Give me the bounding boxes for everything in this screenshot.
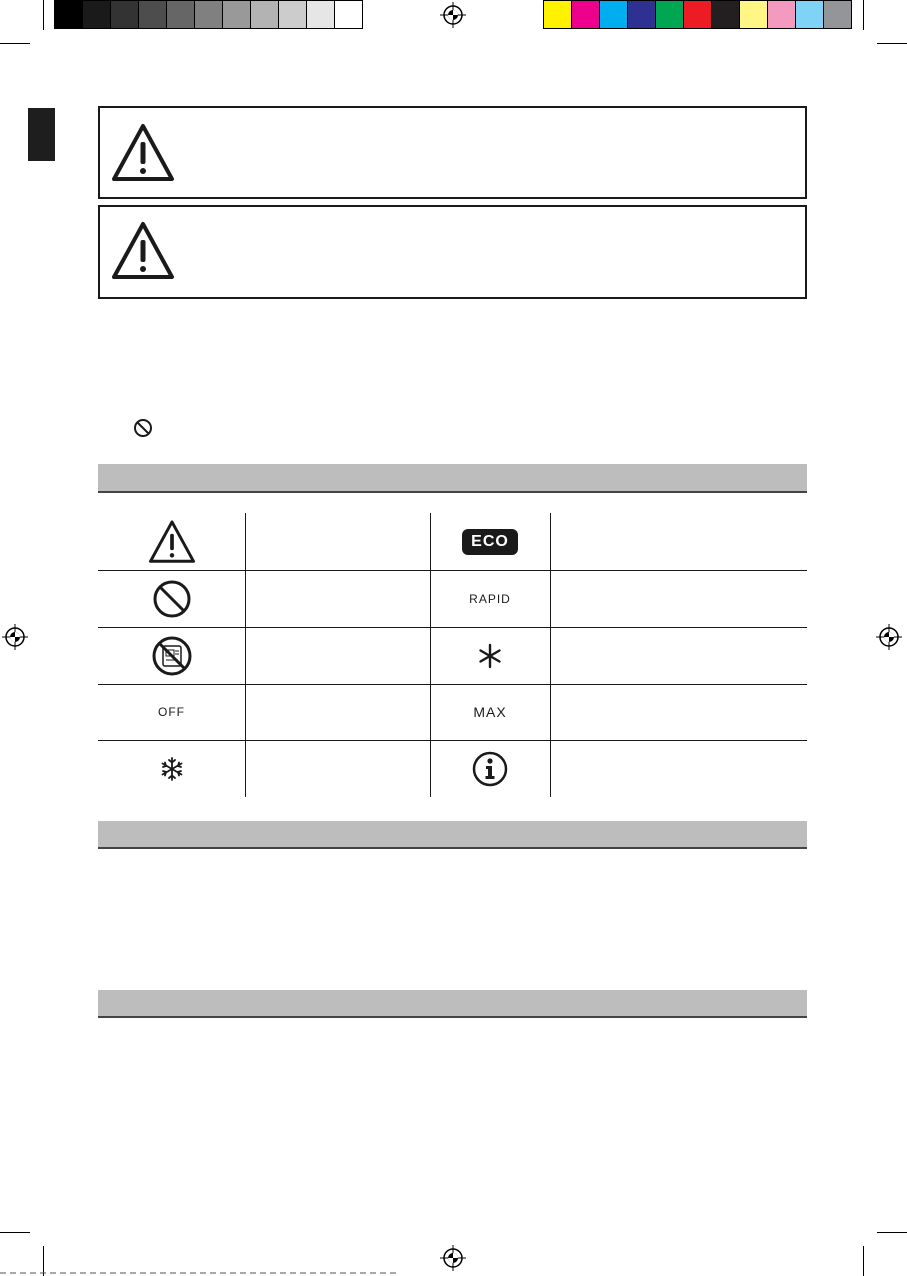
section-bar [98,990,807,1018]
eco-badge-icon [462,529,518,555]
gray-swatch [223,1,251,28]
gray-swatch [335,1,362,28]
gray-swatch [307,1,335,28]
table-row [430,740,550,797]
warning-box [98,106,807,199]
registration-mark-icon [2,624,28,650]
no-direct-contact-icon [151,635,193,677]
warning-triangle-icon [110,122,176,184]
table-row [98,513,245,570]
gray-swatch [83,1,111,28]
off-text-icon: OFF [158,705,185,719]
crop-mark-br-h [877,1232,907,1233]
prohibition-circle-icon [152,579,192,619]
color-swatch [628,1,656,28]
crop-mark-bl-h [0,1232,30,1233]
registration-mark-icon [440,2,466,28]
registration-mark-icon [440,1245,466,1271]
table-divider [245,513,246,797]
table-row [98,570,245,627]
color-swatch [768,1,796,28]
snowflake-icon [160,757,184,781]
crop-mark-tl-h [0,43,30,44]
max-text-icon: MAX [473,704,507,720]
table-row [430,627,550,684]
table-row [98,740,245,797]
color-swatch [572,1,600,28]
gray-swatch [167,1,195,28]
color-swatch [712,1,740,28]
warning-triangle-icon [110,220,176,282]
gray-swatch [55,1,83,28]
crop-mark-tl-v [43,0,44,30]
section-bar [98,821,807,849]
info-circle-icon [472,751,508,787]
table-row [430,570,550,627]
crop-mark-tr-v [863,0,864,30]
rapid-text-icon: RAPID [469,591,511,606]
crop-mark-br-v [863,1246,864,1276]
prohibition-circle-icon [133,418,153,438]
gray-swatch [111,1,139,28]
color-swatch [740,1,768,28]
symbols-section-bar [98,464,807,493]
asterisk-icon [477,643,503,669]
gray-swatch [195,1,223,28]
color-swatch [824,1,851,28]
printer-slug-line [0,1272,400,1274]
gray-swatch [251,1,279,28]
registration-mark-icon [876,624,902,650]
gray-swatch [139,1,167,28]
table-row [430,513,550,570]
color-swatch [684,1,712,28]
warning-box [98,205,807,299]
crop-mark-tr-h [877,43,907,44]
eco-badge-text: ECO [471,532,509,550]
symbols-table [98,513,807,797]
table-row [98,684,245,740]
warning-triangle-icon [147,519,197,565]
table-row [430,684,550,740]
table-divider [550,513,551,797]
color-swatch [656,1,684,28]
grayscale-color-bar [54,0,363,29]
color-swatch [544,1,572,28]
color-swatch [796,1,824,28]
cmyk-color-bar [543,0,852,29]
gray-swatch [279,1,307,28]
table-row [98,627,245,684]
color-swatch [600,1,628,28]
language-tab [28,108,55,161]
